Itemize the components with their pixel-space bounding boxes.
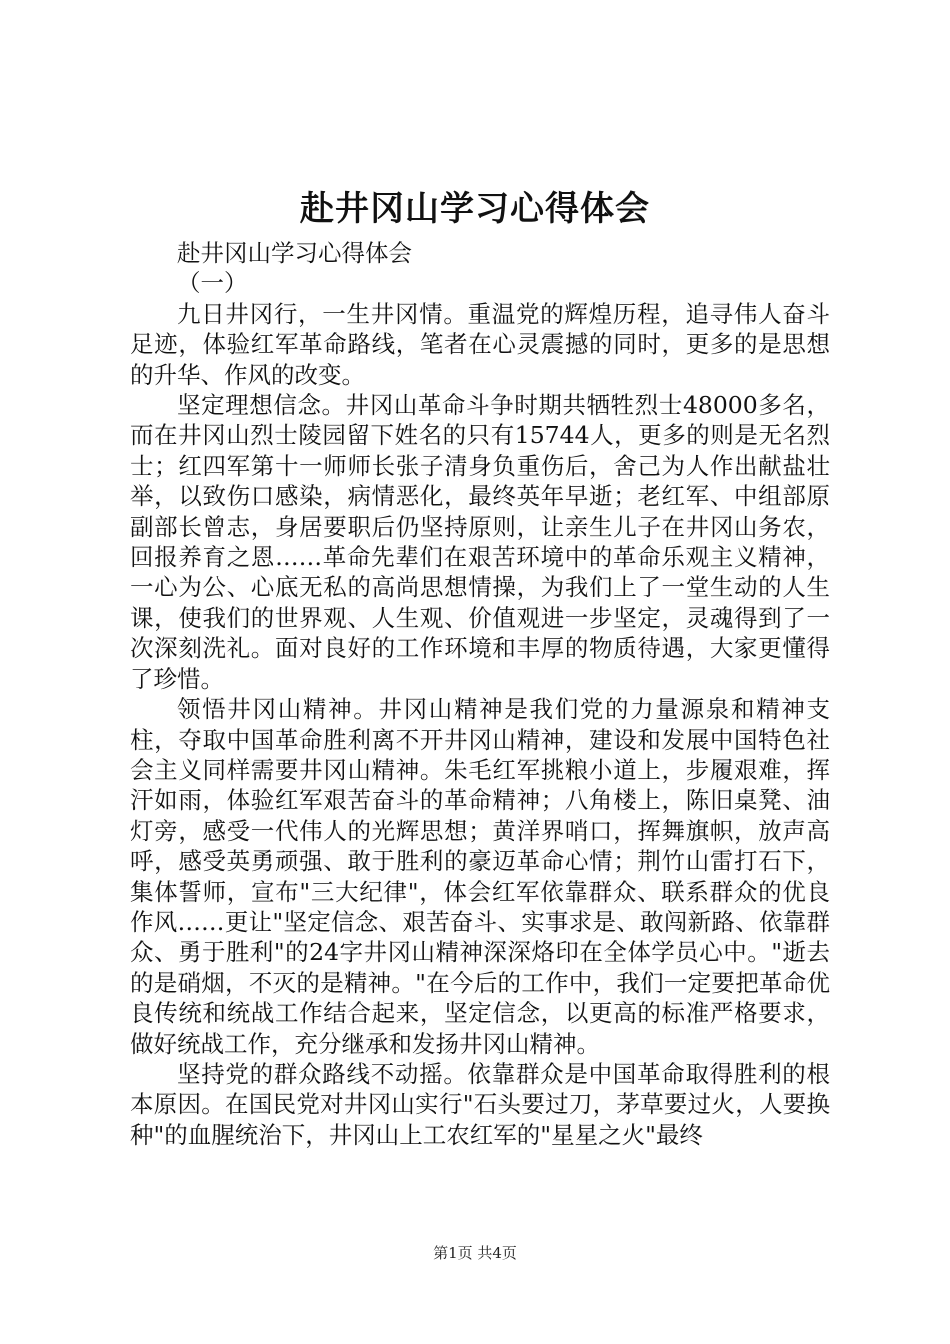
body-paragraph: 九日井冈行，一生井冈情。重温党的辉煌历程，追寻伟人奋斗足迹，体验红军革命路线，笔者在心灵震撼的同时，更多的是思想的升华、作风的改变。	[130, 299, 830, 389]
body-paragraph: 坚定理想信念。井冈山革命斗争时期共牺牲烈士48000多名，而在井冈山烈士陵园留下姓名的只有15744人，更多的则是无名烈士；红四军第十一师师长张子清身负重伤后，舍己为人作出献盐壮举，以致伤口感染，病情恶化，最终英年早逝；老红军、中组部原副部长曾志，身居要职后仍坚持原则，让亲生儿子在井冈山务农，回报养育之恩……革命先辈们在艰苦环境中的革命乐观主义精神，一心为公、心底无私的高尚思想情操，为我们上了一堂生动的人生课，使我们的世界观、人生观、价值观进一步坚定，灵魂得到了一次深刻洗礼。面对良好的工作环境和丰厚的物质待遇，大家更懂得了珍惜。	[130, 391, 830, 693]
page-number-footer: 第1页 共4页	[433, 1244, 517, 1262]
subtitle-paragraph: 赴井冈山学习心得体会	[177, 239, 412, 267]
section-number: （一）	[177, 269, 248, 298]
body-paragraph: 坚持党的群众路线不动摇。依靠群众是中国革命取得胜利的根本原因。在国民党对井冈山实行"石头要过刀，茅草要过火，人要换种"的血腥统治下，井冈山上工农红军的"星星之火"最终	[130, 1059, 830, 1149]
document-body	[130, 238, 830, 1150]
document-title: 赴井冈山学习心得体会	[300, 189, 650, 229]
body-paragraph: 领悟井冈山精神。井冈山精神是我们党的力量源泉和精神支柱，夺取中国革命胜利离不开井冈山精神，建设和发展中国特色社会主义同样需要井冈山精神。朱毛红军挑粮小道上，步履艰难，挥汗如雨，体验红军艰苦奋斗的革命精神；八角楼上，陈旧桌凳、油灯旁，感受一代伟人的光辉思想；黄洋界哨口，挥舞旗帜，放声高呼，感受英勇顽强、敢于胜利的豪迈革命心情；荆竹山雷打石下，集体誓师，宣布"三大纪律"，体会红军依靠群众、联系群众的优良作风……更让"坚定信念、艰苦奋斗、实事求是、敢闯新路、依靠群众、勇于胜利"的24字井冈山精神深深烙印在全体学员心中。"逝去的是硝烟，不灭的是精神。"在今后的工作中，我们一定要把革命优良传统和统战工作结合起来，坚定信念，以更高的标准严格要求，做好统战工作，充分继承和发扬井冈山精神。	[130, 695, 830, 1058]
